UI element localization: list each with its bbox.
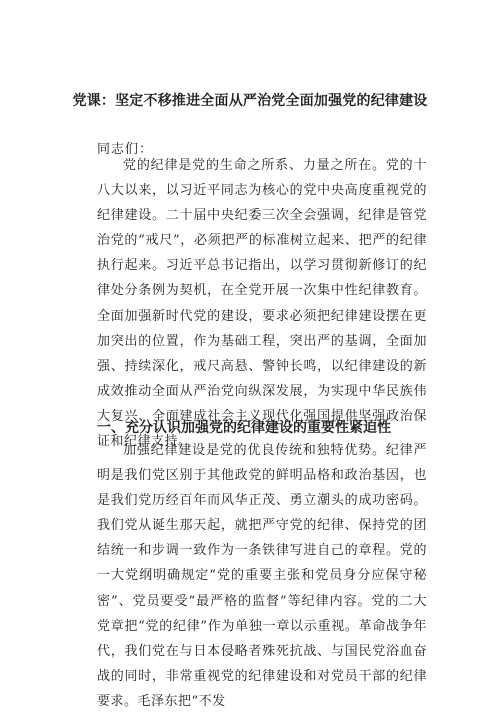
document-title: 党课：坚定不移推进全面从严治党全面加强党的纪律建设 xyxy=(72,93,428,109)
paragraph-intro: 党的纪律是党的生命之所系、力量之所在。党的十八大以来，以习近平同志为核心的党中央高度重视党的纪律建设。二十届中央纪委三次全会强调，纪律是管党治党的“戒尺”，必须把严的标准树立起来、把严的纪律执行起来。习近平总书记指出，以学习贯彻新修订的纪律处分条例为契机，在全党开展一次集中性纪律教育。全面加强新时代党的建设，要求必须把纪律建设摆在更加突出的位置，作为基础工程，突出严的基调，全面加强、持续深化，戒尺高悬、警钟长鸣，以纪律建设的新成效推动全面从严治党向纵深发展，为实现中华民族伟大复兴、全面建成社会主义现代化强国提供坚强政治保证和纪律支持。 xyxy=(97,158,427,450)
paragraph-section-1: 加强纪律建设是党的优良传统和独特优势。纪律严明是我们党区别于其他政党的鲜明品格和政治基因，也是我们党历经百年而风华正茂、勇立潮头的成功密码。我们党从诞生那天起，就把严守党的纪律、保持党的团结统一和步调一致作为一条铁律写进自己的章程。党的一大党纲明确规定“党的重要主张和党员身分应保守秘密”、党员要受“最严格的监督”等纪律内容。党的二大党章把“党的纪律”作为单独一章以示重视。革命战争年代，我们党在与日本侵略者殊死抗战、与国民党浴血奋战的同时，非常重视党的纪律建设和对党员干部的纪律要求。毛泽东把“不发 xyxy=(97,443,427,709)
section-heading-1: 一、充分认识加强党的纪律建设的重要性紧迫性 xyxy=(97,420,391,436)
salutation: 同志们： xyxy=(97,142,154,157)
